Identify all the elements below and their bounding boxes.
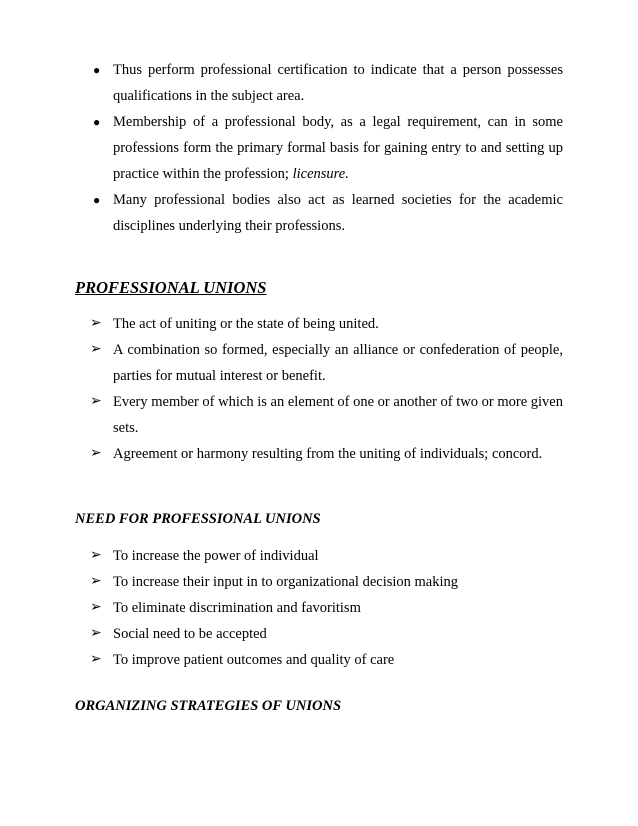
arrow-item bbox=[0, 569, 638, 595]
arrow-item bbox=[0, 389, 638, 441]
arrow-item bbox=[0, 647, 638, 673]
arrow-icon: ➢ bbox=[90, 652, 102, 667]
arrow-icon: ➢ bbox=[90, 626, 102, 641]
arrow-icon: ➢ bbox=[90, 342, 102, 357]
need-points-list bbox=[0, 543, 638, 673]
arrow-item-text: To eliminate discrimination and favoritism bbox=[113, 600, 361, 616]
arrow-icon: ➢ bbox=[90, 600, 102, 615]
top-bullet-list bbox=[0, 57, 638, 239]
arrow-item-text: Every member of which is an element of one or another of two or more given sets. bbox=[113, 394, 563, 436]
arrow-item bbox=[0, 441, 638, 467]
bullet-text: Membership of a professional body, as a legal requirement, can in some professions form the primary formal basis for gaining entry to and setting up practice within the profession; bbox=[113, 114, 563, 182]
arrow-item bbox=[0, 311, 638, 337]
arrow-item-text: A combination so formed, especially an alliance or confederation of people, parties for mutual interest or benefit. bbox=[113, 342, 563, 384]
arrow-item-text: To increase their input in to organizational decision making bbox=[113, 574, 459, 590]
bullet-icon: ● bbox=[93, 63, 101, 77]
bullet-text: Thus perform professional certification to indicate that a person possesses qualifications in the subject area. bbox=[113, 62, 563, 104]
arrow-icon: ➢ bbox=[90, 316, 102, 331]
heading-professional-unions: PROFESSIONAL UNIONS bbox=[75, 278, 267, 297]
arrow-item-text: Social need to be accepted bbox=[113, 626, 267, 642]
bullet-icon: ● bbox=[93, 115, 101, 129]
arrow-item bbox=[0, 621, 638, 647]
bullet-item bbox=[0, 187, 638, 239]
arrow-item bbox=[0, 337, 638, 389]
arrow-item bbox=[0, 595, 638, 621]
arrow-icon: ➢ bbox=[90, 548, 102, 563]
bullet-icon: ● bbox=[93, 193, 101, 207]
arrow-item-text: Agreement or harmony resulting from the uniting of individuals; concord. bbox=[113, 446, 543, 462]
arrow-item-text: To improve patient outcomes and quality of care bbox=[113, 652, 395, 668]
bullet-item bbox=[0, 109, 638, 187]
heading-organizing-strategies: ORGANIZING STRATEGIES OF UNIONS bbox=[75, 698, 342, 714]
arrow-icon: ➢ bbox=[90, 446, 102, 461]
heading-need-for-unions: NEED FOR PROFESSIONAL UNIONS bbox=[75, 511, 321, 527]
arrow-icon: ➢ bbox=[90, 574, 102, 589]
union-points-list bbox=[0, 311, 638, 467]
arrow-item-text: To increase the power of individual bbox=[113, 548, 319, 564]
bullet-text: Many professional bodies also act as learned societies for the academic disciplines underlying their professions. bbox=[113, 192, 563, 234]
bullet-item bbox=[0, 57, 638, 109]
bullet-italic-term: licensure. bbox=[292, 166, 349, 182]
arrow-icon: ➢ bbox=[90, 394, 102, 409]
arrow-item bbox=[0, 543, 638, 569]
arrow-item-text: The act of uniting or the state of being united. bbox=[113, 316, 379, 332]
